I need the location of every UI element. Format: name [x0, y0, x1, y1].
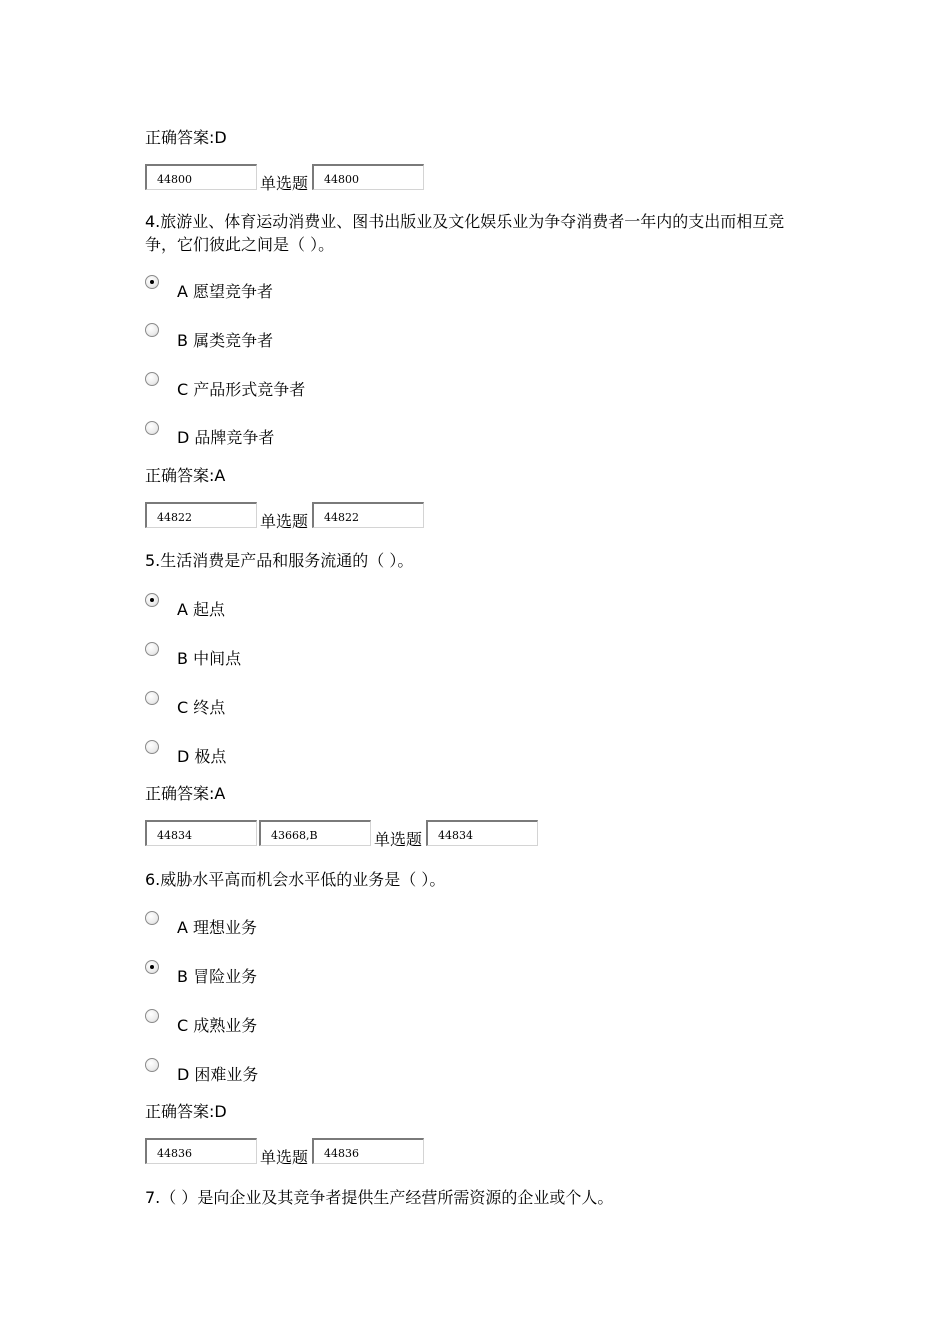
correct-answer-q5 — [145, 784, 225, 804]
question-type-label: 单选题 — [374, 830, 423, 849]
question-id-field[interactable] — [145, 164, 257, 190]
correct-answer-label: 正确答案: — [145, 784, 215, 803]
option-label: B 冒险业务 — [177, 967, 258, 986]
question-type-field[interactable] — [312, 1138, 424, 1164]
correct-answer-value: D — [214, 1102, 227, 1121]
question-id-field[interactable] — [145, 820, 257, 846]
question-title-q5: 5.生活消费是产品和服务流通的（ ）。 — [145, 551, 414, 570]
correct-answer-label: 正确答案: — [145, 466, 215, 485]
question-id-field[interactable] — [145, 1138, 257, 1164]
question-type-label: 单选题 — [260, 1148, 309, 1167]
radio-button[interactable] — [145, 740, 159, 754]
radio-button[interactable] — [145, 372, 159, 386]
radio-button[interactable] — [145, 421, 159, 435]
question-title-q4: 4.旅游业、体育运动消费业、图书出版业及文化娱乐业为争夺消费者一年内的支出而相互竞争，它们彼此之间是（ ）。 — [145, 212, 785, 254]
correct-answer-label: 正确答案: — [145, 128, 215, 147]
option-label: D 极点 — [177, 747, 227, 766]
correct-answer-q3 — [145, 128, 227, 148]
question-title-q6: 6.威胁水平高而机会水平低的业务是（ ）。 — [145, 870, 446, 889]
option-label: B 中间点 — [177, 649, 242, 668]
correct-answer-value: D — [214, 128, 227, 147]
question-type-field[interactable] — [312, 164, 424, 190]
correct-answer-q4 — [145, 466, 225, 486]
radio-button-checked[interactable] — [145, 960, 159, 974]
question-type-field[interactable] — [426, 820, 538, 846]
answer-value-field[interactable] — [259, 820, 371, 846]
radio-button[interactable] — [145, 1009, 159, 1023]
option-label: A 起点 — [177, 600, 226, 619]
correct-answer-value: A — [214, 784, 226, 803]
option-label: C 产品形式竞争者 — [177, 380, 306, 399]
question-id-field[interactable] — [145, 502, 257, 528]
option-label: D 品牌竞争者 — [177, 428, 275, 447]
radio-button[interactable] — [145, 691, 159, 705]
question-type-field[interactable] — [312, 502, 424, 528]
radio-button[interactable] — [145, 323, 159, 337]
radio-button-checked[interactable] — [145, 275, 159, 289]
radio-button[interactable] — [145, 642, 159, 656]
option-label: D 困难业务 — [177, 1065, 259, 1084]
correct-answer-label: 正确答案: — [145, 1102, 215, 1121]
radio-button-checked[interactable] — [145, 593, 159, 607]
option-label: C 终点 — [177, 698, 226, 717]
option-label: A 理想业务 — [177, 918, 258, 937]
question-title-q7: 7.（ ）是向企业及其竞争者提供生产经营所需资源的企业或个人。 — [145, 1188, 614, 1207]
option-label: C 成熟业务 — [177, 1016, 258, 1035]
question-type-label: 单选题 — [260, 512, 309, 531]
radio-button[interactable] — [145, 911, 159, 925]
option-label: B 属类竞争者 — [177, 331, 274, 350]
option-label: A 愿望竞争者 — [177, 282, 274, 301]
correct-answer-value: A — [214, 466, 226, 485]
question-type-label: 单选题 — [260, 174, 309, 193]
radio-button[interactable] — [145, 1058, 159, 1072]
correct-answer-q6 — [145, 1102, 227, 1122]
